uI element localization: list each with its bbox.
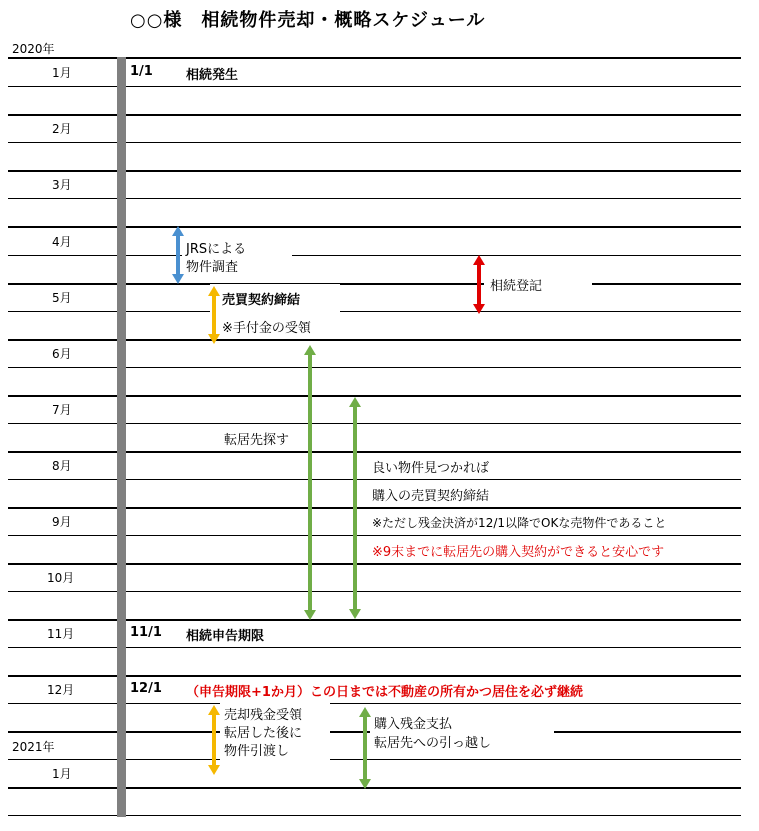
green-search-arrow xyxy=(302,345,318,620)
deposit-text: ※手付金の受領 xyxy=(222,321,311,336)
year-label-2021: 2021年 xyxy=(12,740,55,754)
sale-text-line3: 物件引渡し xyxy=(224,744,290,759)
green-purchase-arrow xyxy=(347,397,363,619)
event-date: 11/1 xyxy=(130,625,162,640)
event-date: 1/1 xyxy=(130,64,153,79)
red-double-arrow xyxy=(471,255,487,314)
month-label: 4月 xyxy=(52,235,72,249)
jrs-text-line1: JRSによる xyxy=(186,242,247,257)
found-text: 良い物件見つかれば xyxy=(372,461,490,476)
month-label: 10月 xyxy=(47,571,75,585)
event-label: （申告期限+1か月）この日までは不動産の所有かつ居住を必ず継続 xyxy=(186,685,583,700)
month-label: 11月 xyxy=(47,627,75,641)
blue-double-arrow xyxy=(170,226,186,284)
month-label: 3月 xyxy=(52,178,72,192)
month-label: 5月 xyxy=(52,291,72,305)
orange-sale-arrow xyxy=(206,705,222,775)
month-label: 9月 xyxy=(52,515,72,529)
purchase-text: 購入の売買契約締結 xyxy=(372,489,490,504)
page-title: ○○様 相続物件売却・概略スケジュール xyxy=(130,10,486,31)
search-text: 転居先探す xyxy=(224,433,290,448)
timeline-divider xyxy=(117,57,126,817)
month-label: 1月 xyxy=(52,66,72,80)
buy-text-line1: 購入残金支払 xyxy=(374,717,453,732)
orange-double-arrow xyxy=(206,286,222,344)
month-label: 1月 xyxy=(52,767,72,781)
event-label: 相続発生 xyxy=(186,68,239,83)
year-label-2020: 2020年 xyxy=(12,42,55,56)
event-date: 12/1 xyxy=(130,681,162,696)
event-label: 相続申告期限 xyxy=(186,629,265,644)
green-move-arrow xyxy=(357,707,373,789)
month-label: 8月 xyxy=(52,459,72,473)
month-label: 6月 xyxy=(52,347,72,361)
contract-text: 売買契約締結 xyxy=(222,293,301,308)
month-label: 2月 xyxy=(52,122,72,136)
month-label: 7月 xyxy=(52,403,72,417)
month-label: 12月 xyxy=(47,683,75,697)
sale-text-line1: 売却残金受領 xyxy=(224,708,303,723)
jrs-text-line2: 物件調査 xyxy=(186,260,239,275)
warning-text: ※9末までに転居先の購入契約ができると安心です xyxy=(372,545,665,560)
registration-text: 相続登記 xyxy=(490,279,543,294)
buy-text-line2: 転居先への引っ越し xyxy=(374,736,492,751)
note-text: ※ただし残金決済が12/1以降でOKな売物件であること xyxy=(372,516,667,530)
sale-text-line2: 転居した後に xyxy=(224,726,303,741)
